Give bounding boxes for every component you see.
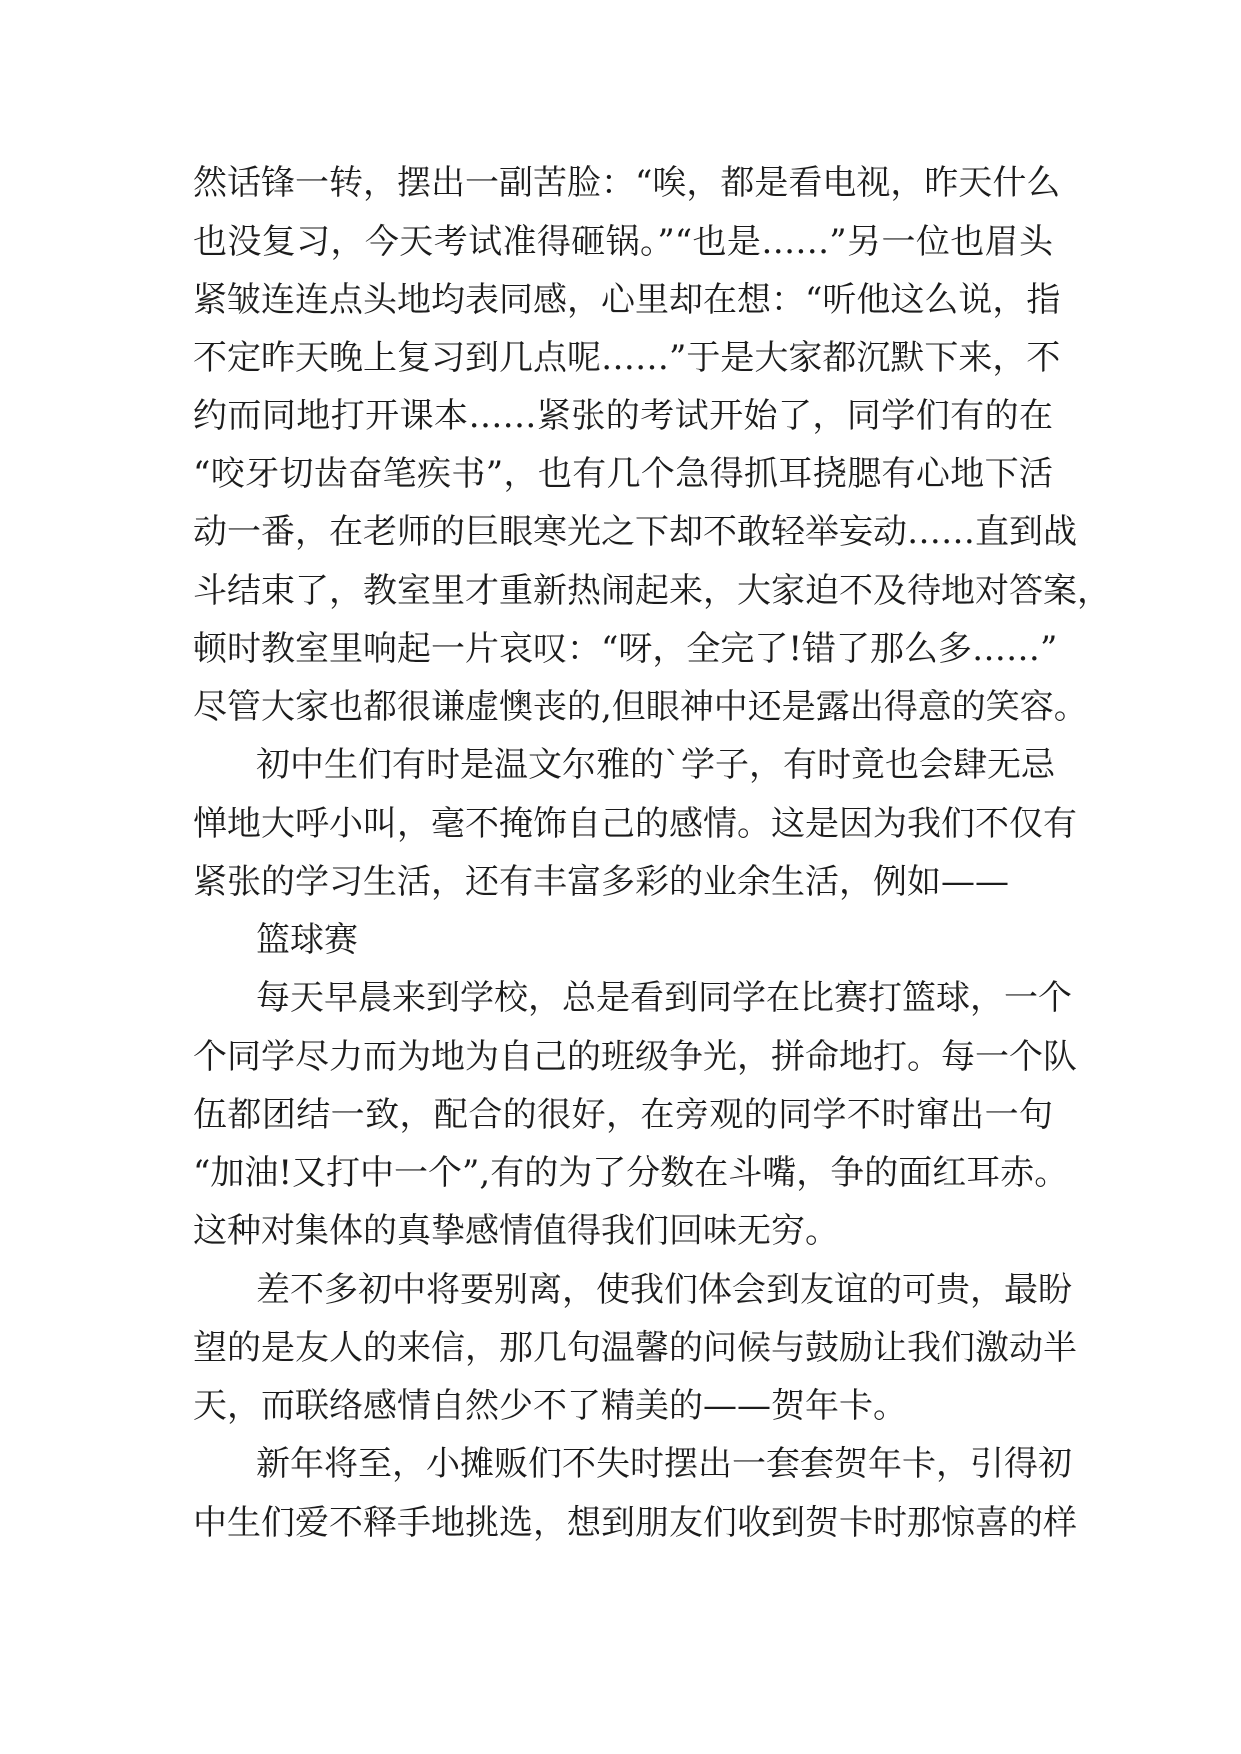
text-line: 差不多初中将要别离，使我们体会到友谊的可贵，最盼: [256, 1270, 1072, 1310]
section-heading: 篮球赛: [256, 920, 358, 960]
text-line: 紧张的学习生活，还有丰富多彩的业余生活，例如——: [193, 862, 1009, 902]
text-line: 紧皱连连点头地均表同感，心里却在想：“听他这么说，指: [193, 280, 1061, 320]
text-line: 天，而联络感情自然少不了精美的——贺年卡。: [193, 1386, 907, 1426]
text-line: 尽管大家也都很谦虚懊丧的,但眼神中还是露出得意的笑容。: [193, 687, 1088, 727]
text-line: 伍都团结一致，配合的很好，在旁观的同学不时窜出一句: [193, 1095, 1053, 1135]
text-line: 这种对集体的真挚感情值得我们回味无穷。: [193, 1211, 839, 1251]
text-line: 然话锋一转，摆出一副苦脸：“唉，都是看电视，昨天什么: [193, 163, 1061, 203]
text-line: 动一番，在老师的巨眼寒光之下却不敢轻举妄动……直到战: [193, 512, 1077, 552]
text-line: 每天早晨来到学校，总是看到同学在比赛打篮球，一个: [256, 978, 1072, 1018]
text-line: 中生们爱不释手地挑选，想到朋友们收到贺卡时那惊喜的样: [193, 1503, 1077, 1543]
text-line: 个同学尽力而为地为自己的班级争光，拼命地打。每一个队: [193, 1037, 1077, 1077]
text-line: 也没复习，今天考试准得砸锅。”“也是……”另一位也眉头: [193, 222, 1053, 262]
text-line: 顿时教室里响起一片哀叹：“呀，全完了!错了那么多……”: [193, 629, 1058, 669]
text-line: 不定昨天晚上复习到几点呢……”于是大家都沉默下来，不: [193, 338, 1061, 378]
text-line: 约而同地打开课本……紧张的考试开始了，同学们有的在: [193, 396, 1053, 436]
text-line: 斗结束了，教室里才重新热闹起来，大家迫不及待地对答案，: [193, 571, 1111, 611]
text-line: 初中生们有时是温文尔雅的`学子，有时竟也会肆无忌: [256, 745, 1055, 785]
text-line: “加油!又打中一个”,有的为了分数在斗嘴，争的面红耳赤。: [193, 1153, 1069, 1193]
text-line: 新年将至，小摊贩们不失时摆出一套套贺年卡，引得初: [256, 1444, 1072, 1484]
text-line: 望的是友人的来信，那几句温馨的问候与鼓励让我们激动半: [193, 1328, 1077, 1368]
text-line: 惮地大呼小叫，毫不掩饰自己的感情。这是因为我们不仅有: [193, 804, 1077, 844]
text-line: “咬牙切齿奋笔疾书”，也有几个急得抓耳挠腮有心地下活: [193, 454, 1053, 494]
